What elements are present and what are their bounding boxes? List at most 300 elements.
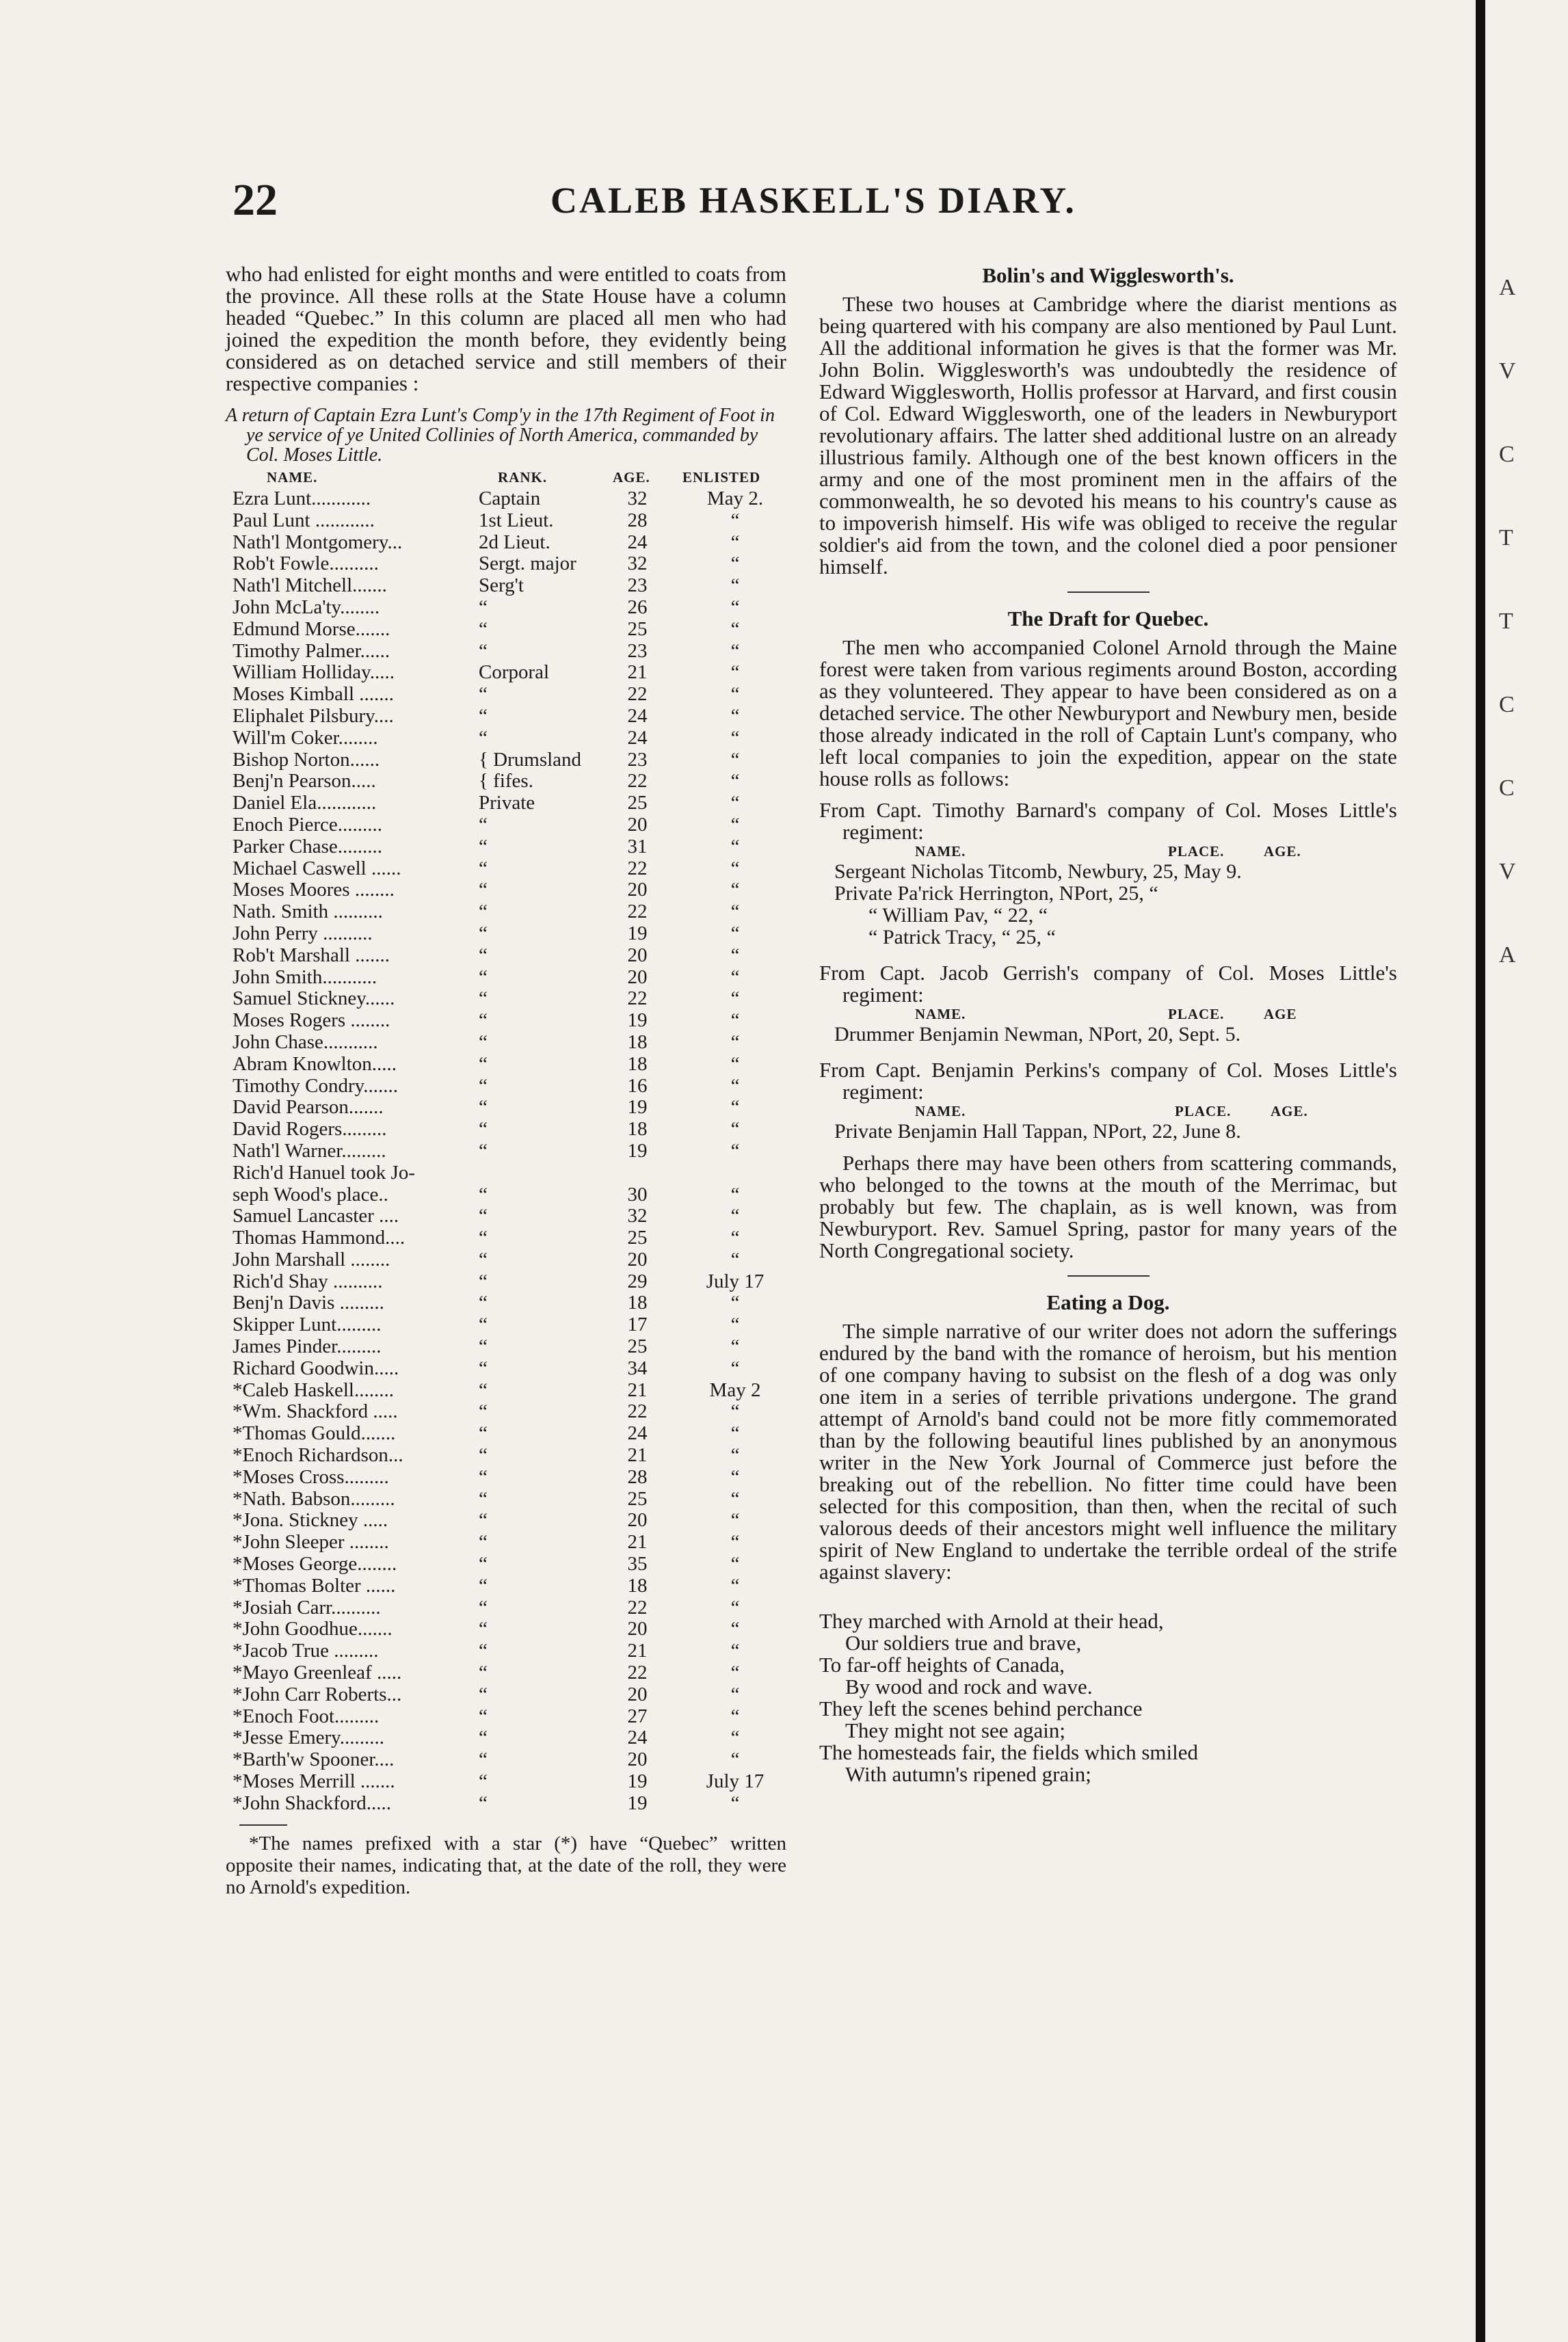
table-row bbox=[226, 1727, 786, 1749]
cell-name: Moses Rogers ........ bbox=[232, 1009, 390, 1032]
cell-enlisted: “ bbox=[730, 770, 740, 793]
cell-enlisted: “ bbox=[730, 1227, 740, 1249]
poem-line: To far-off heights of Canada, bbox=[819, 1653, 1065, 1677]
cell-rank: “ bbox=[479, 1357, 488, 1379]
table-row bbox=[226, 1423, 786, 1445]
table-row bbox=[226, 1554, 786, 1575]
cell-age: 22 bbox=[627, 1596, 648, 1619]
table-row bbox=[226, 1336, 786, 1358]
cell-enlisted: “ bbox=[730, 1030, 740, 1053]
cell-age: 20 bbox=[627, 1618, 648, 1640]
cell-name: Richard Goodwin..... bbox=[232, 1357, 399, 1379]
cell-age: 31 bbox=[627, 835, 648, 857]
cell-age: 25 bbox=[627, 1227, 648, 1249]
cell-rank: “ bbox=[479, 1183, 488, 1206]
cell-age: 19 bbox=[627, 922, 648, 944]
table-row bbox=[226, 1314, 786, 1336]
table-row bbox=[226, 1054, 786, 1076]
cell-age: 22 bbox=[627, 987, 648, 1010]
cell-name: *Thomas Gould....... bbox=[232, 1422, 396, 1445]
cell-age: 20 bbox=[627, 1748, 648, 1771]
edge-letter: A bbox=[1499, 275, 1516, 300]
footnote-rule bbox=[239, 1824, 287, 1826]
cell-rank: Corporal bbox=[479, 661, 550, 684]
header-name: NAME. bbox=[267, 469, 318, 485]
cell-enlisted: “ bbox=[730, 1052, 740, 1075]
cell-age: 21 bbox=[627, 1379, 648, 1401]
cell-enlisted: “ bbox=[730, 813, 740, 836]
list-item: Private Benjamin Hall Tappan, NPort, 22, June 8. bbox=[834, 1120, 1241, 1143]
cell-age: 24 bbox=[627, 1422, 648, 1445]
table-row bbox=[226, 1467, 786, 1489]
cell-enlisted: “ bbox=[730, 1465, 740, 1488]
table-row bbox=[226, 836, 786, 858]
cell-name: Moses Moores ........ bbox=[232, 879, 395, 901]
cell-rank: “ bbox=[479, 1553, 488, 1575]
cell-rank: “ bbox=[479, 1770, 488, 1793]
page-number: 22 bbox=[232, 175, 278, 225]
cell-age: 20 bbox=[627, 879, 648, 901]
header-name: NAME. bbox=[915, 1006, 966, 1022]
cell-age: 24 bbox=[627, 704, 648, 727]
cell-age: 29 bbox=[627, 1270, 648, 1292]
cell-name: Samuel Stickney...... bbox=[232, 987, 395, 1010]
cell-enlisted: “ bbox=[730, 1314, 740, 1336]
cell-enlisted: “ bbox=[730, 683, 740, 706]
cell-age: 20 bbox=[627, 1683, 648, 1705]
cell-rank: 2d Lieut. bbox=[479, 531, 550, 553]
section-divider bbox=[1067, 1275, 1150, 1277]
cell-age: 22 bbox=[627, 1662, 648, 1684]
cell-name: *Moses Merrill ....... bbox=[232, 1770, 395, 1793]
cell-enlisted: “ bbox=[730, 1727, 740, 1749]
cell-age: 21 bbox=[627, 1531, 648, 1554]
cell-age: 20 bbox=[627, 1509, 648, 1532]
cell-name: *Enoch Richardson... bbox=[232, 1444, 403, 1467]
cell-enlisted: “ bbox=[730, 1705, 740, 1727]
cell-enlisted: “ bbox=[730, 553, 740, 575]
company-title: From Capt. Timothy Barnard's company of Col. Moses Little's regiment: bbox=[819, 798, 1397, 844]
table-row bbox=[226, 749, 786, 771]
cell-rank: Private bbox=[479, 792, 535, 814]
cell-age: 34 bbox=[627, 1357, 648, 1379]
cell-name: Edmund Morse....... bbox=[232, 617, 390, 640]
section-body: The simple narrative of our writer does not adorn the sufferings endured by the band with the romance of heroism, but his mention of one company having to subsist on the flesh of a dog was only one item in a series of terrible privations undergone. The grand attempt of Arnold's band could not be more fitly commemorated than by the following beautiful lines published by an anonymous writer in the New York Journal of Commerce just before the breaking out of the rebellion. No fitter time could have been selected for this composition, than then, when the recital of such valorous deeds of their ancestors might well influence the military spirit of New England to undertake the terrible ordeal of the strife against slavery: bbox=[819, 1319, 1397, 1584]
header-rank: RANK. bbox=[498, 469, 548, 485]
cell-name: John Chase........... bbox=[232, 1030, 378, 1053]
cell-age: 24 bbox=[627, 1727, 648, 1749]
cell-enlisted: “ bbox=[730, 857, 740, 879]
cell-name: Thomas Hammond.... bbox=[232, 1227, 406, 1249]
cell-rank: “ bbox=[479, 922, 488, 944]
cell-age: 16 bbox=[627, 1074, 648, 1097]
cell-enlisted: “ bbox=[730, 639, 740, 662]
cell-name: Abram Knowlton..... bbox=[232, 1052, 397, 1075]
header-place: PLACE. bbox=[1168, 843, 1225, 860]
cell-rank: Serg't bbox=[479, 574, 524, 597]
cell-enlisted: “ bbox=[730, 1357, 740, 1379]
cell-rank: “ bbox=[479, 1379, 488, 1401]
cell-enlisted: “ bbox=[730, 661, 740, 684]
cell-rank: “ bbox=[479, 966, 488, 988]
cell-rank: “ bbox=[479, 1596, 488, 1619]
cell-name: Eliphalet Pilsbury.... bbox=[232, 704, 394, 727]
cell-rank: Sergt. major bbox=[479, 553, 576, 575]
company-title: From Capt. Jacob Gerrish's company of Col. Moses Little's regiment: bbox=[819, 961, 1397, 1007]
cell-name: *John Sleeper ........ bbox=[232, 1531, 389, 1554]
cell-age: 23 bbox=[627, 574, 648, 597]
cell-name: Samuel Lancaster .... bbox=[232, 1205, 399, 1227]
header-age: AGE. bbox=[613, 469, 650, 485]
cell-name: *Jesse Emery......... bbox=[232, 1727, 385, 1749]
table-row bbox=[226, 1227, 786, 1249]
list-item: Private Pa'rick Herrington, NPort, 25, “ bbox=[834, 882, 1158, 905]
edge-letter: V bbox=[1499, 859, 1516, 884]
header-place: PLACE. bbox=[1175, 1103, 1232, 1119]
cell-rank: “ bbox=[479, 1683, 488, 1705]
table-row bbox=[226, 532, 786, 554]
table-row bbox=[226, 1619, 786, 1640]
cell-name: *Jona. Stickney ..... bbox=[232, 1509, 388, 1532]
cell-age: 21 bbox=[627, 1444, 648, 1467]
header-name: NAME. bbox=[915, 843, 966, 860]
cell-rank: “ bbox=[479, 1009, 488, 1032]
cell-name: Benj'n Pearson..... bbox=[232, 770, 376, 793]
table-row bbox=[226, 575, 786, 597]
cell-rank: “ bbox=[479, 1792, 488, 1814]
section-heading: Eating a Dog. bbox=[1046, 1290, 1170, 1314]
cell-age: 21 bbox=[627, 1640, 648, 1662]
cell-age: 18 bbox=[627, 1052, 648, 1075]
cell-enlisted: “ bbox=[730, 1596, 740, 1619]
cell-rank: “ bbox=[479, 835, 488, 857]
cell-enlisted: “ bbox=[730, 1509, 740, 1532]
cell-enlisted: “ bbox=[730, 1640, 740, 1662]
cell-age: 18 bbox=[627, 1292, 648, 1314]
cell-age: 35 bbox=[627, 1553, 648, 1575]
cell-name: *Moses Cross......... bbox=[232, 1465, 389, 1488]
table-row bbox=[226, 1793, 786, 1815]
section-heading: The Draft for Quebec. bbox=[1007, 607, 1209, 630]
cell-age: 21 bbox=[627, 661, 648, 684]
mini-table-header bbox=[819, 1103, 1397, 1121]
poem-line: Our soldiers true and brave, bbox=[845, 1631, 1082, 1655]
table-row bbox=[226, 1510, 786, 1532]
cell-enlisted: “ bbox=[730, 596, 740, 618]
cell-name: *Thomas Bolter ...... bbox=[232, 1574, 396, 1597]
cell-age: 24 bbox=[627, 726, 648, 749]
list-item: Sergeant Nicholas Titcomb, Newbury, 25, May 9. bbox=[834, 860, 1242, 883]
list-item: Drummer Benjamin Newman, NPort, 20, Sept. 5. bbox=[834, 1023, 1241, 1046]
cell-enlisted: “ bbox=[730, 901, 740, 923]
cell-name: William Holliday..... bbox=[232, 661, 395, 684]
cell-age: 23 bbox=[627, 639, 648, 662]
edge-letter: C bbox=[1499, 442, 1515, 467]
cell-name: Bishop Norton...... bbox=[232, 748, 380, 771]
header-age: AGE. bbox=[1271, 1103, 1308, 1119]
cell-enlisted: “ bbox=[730, 1531, 740, 1554]
cell-enlisted: “ bbox=[730, 987, 740, 1010]
cell-enlisted: “ bbox=[730, 879, 740, 901]
cell-enlisted: “ bbox=[730, 966, 740, 988]
table-row bbox=[226, 879, 786, 901]
cell-age: 25 bbox=[627, 1335, 648, 1358]
cell-rank: “ bbox=[479, 726, 488, 749]
table-row bbox=[226, 510, 786, 532]
cell-rank: “ bbox=[479, 1052, 488, 1075]
table-row bbox=[226, 1706, 786, 1728]
table-row bbox=[226, 1097, 786, 1119]
cell-name: Nath'l Montgomery... bbox=[232, 531, 403, 553]
cell-age: 24 bbox=[627, 531, 648, 553]
cell-enlisted: “ bbox=[730, 1248, 740, 1270]
cell-age: 18 bbox=[627, 1030, 648, 1053]
table-row bbox=[226, 488, 786, 510]
table-row bbox=[226, 597, 786, 619]
cell-age: 28 bbox=[627, 1465, 648, 1488]
cell-age: 19 bbox=[627, 1009, 648, 1032]
table-row bbox=[226, 1292, 786, 1314]
cell-age: 22 bbox=[627, 901, 648, 923]
cell-name: *Moses George........ bbox=[232, 1553, 397, 1575]
cell-name: James Pinder......... bbox=[232, 1335, 382, 1358]
cell-name: Skipper Lunt......... bbox=[232, 1314, 382, 1336]
cell-name: Parker Chase......... bbox=[232, 835, 383, 857]
cell-name: *John Goodhue....... bbox=[232, 1618, 393, 1640]
cell-enlisted: “ bbox=[730, 1009, 740, 1032]
table-row bbox=[226, 1771, 786, 1793]
cell-age: 25 bbox=[627, 617, 648, 640]
cell-age: 32 bbox=[627, 1205, 648, 1227]
cell-age: 30 bbox=[627, 1183, 648, 1206]
cell-age: 20 bbox=[627, 1248, 648, 1270]
cell-name: seph Wood's place.. bbox=[232, 1183, 388, 1206]
table-row bbox=[226, 1640, 786, 1662]
cell-enlisted: “ bbox=[730, 748, 740, 771]
cell-age: 20 bbox=[627, 944, 648, 966]
cell-enlisted: May 2. bbox=[706, 488, 764, 509]
cell-name: *John Shackford..... bbox=[232, 1792, 391, 1814]
cell-name: Timothy Condry....... bbox=[232, 1074, 398, 1097]
cell-rank: “ bbox=[479, 1662, 488, 1684]
cell-enlisted: “ bbox=[730, 1553, 740, 1575]
cell-rank: “ bbox=[479, 1314, 488, 1336]
cell-name: Timothy Palmer...... bbox=[232, 639, 390, 662]
cell-rank: Captain bbox=[479, 488, 541, 509]
cell-age: 22 bbox=[627, 683, 648, 706]
cell-name: Rob't Marshall ....... bbox=[232, 944, 390, 966]
cell-enlisted: “ bbox=[730, 1574, 740, 1597]
cell-rank: “ bbox=[479, 1205, 488, 1227]
cell-rank: “ bbox=[479, 596, 488, 618]
cell-name: Will'm Coker........ bbox=[232, 726, 378, 749]
cell-rank: “ bbox=[479, 813, 488, 836]
header-name: NAME. bbox=[915, 1103, 966, 1119]
table-row bbox=[226, 1162, 786, 1184]
table-row bbox=[226, 1401, 786, 1423]
cell-rank: “ bbox=[479, 1139, 488, 1162]
cell-enlisted: “ bbox=[730, 1205, 740, 1227]
header-age: AGE. bbox=[1264, 843, 1301, 860]
cell-name: John Marshall ........ bbox=[232, 1248, 390, 1270]
cell-enlisted: “ bbox=[730, 1487, 740, 1510]
cell-rank: “ bbox=[479, 1618, 488, 1640]
cell-enlisted: “ bbox=[730, 617, 740, 640]
cell-enlisted: “ bbox=[730, 726, 740, 749]
cell-rank: “ bbox=[479, 1335, 488, 1358]
cell-enlisted: “ bbox=[730, 1074, 740, 1097]
cell-age: 26 bbox=[627, 596, 648, 618]
header-age: AGE bbox=[1264, 1006, 1297, 1022]
cell-rank: “ bbox=[479, 1292, 488, 1314]
cell-name: *Jacob True ......... bbox=[232, 1640, 379, 1662]
table-row bbox=[226, 1532, 786, 1554]
table-row bbox=[226, 1489, 786, 1511]
table-row bbox=[226, 1749, 786, 1771]
cell-enlisted: “ bbox=[730, 1118, 740, 1141]
section-body: Perhaps there may have been others from scattering commands, who belonged to the towns at the mouth of the Merrimac, but probably but few. The chaplain, as is well known, was from Newburyport. Rev. Samuel Spring, pastor for many years of the North Congregational society. bbox=[819, 1151, 1397, 1262]
cell-rank: “ bbox=[479, 1096, 488, 1119]
cell-name: Daniel Ela............ bbox=[232, 792, 377, 814]
table-row bbox=[226, 619, 786, 641]
header-place: PLACE. bbox=[1168, 1006, 1225, 1022]
cell-rank: “ bbox=[479, 683, 488, 706]
cell-rank: “ bbox=[479, 1400, 488, 1423]
cell-rank: “ bbox=[479, 1531, 488, 1554]
cell-name: *John Carr Roberts... bbox=[232, 1683, 402, 1705]
cell-enlisted: “ bbox=[730, 1183, 740, 1206]
table-row bbox=[226, 1575, 786, 1597]
cell-rank: “ bbox=[479, 879, 488, 901]
cell-name: *Mayo Greenleaf ..... bbox=[232, 1662, 402, 1684]
cell-enlisted: “ bbox=[730, 1422, 740, 1445]
cell-enlisted: “ bbox=[730, 574, 740, 597]
table-row bbox=[226, 901, 786, 923]
cell-age: 20 bbox=[627, 813, 648, 836]
cell-name: Nath'l Mitchell....... bbox=[232, 574, 387, 597]
table-row bbox=[226, 923, 786, 945]
table-row bbox=[226, 1662, 786, 1684]
table-row bbox=[226, 662, 786, 684]
cell-rank: “ bbox=[479, 1705, 488, 1727]
cell-age: 17 bbox=[627, 1314, 648, 1336]
cell-enlisted: “ bbox=[730, 1096, 740, 1119]
cell-enlisted: “ bbox=[730, 1683, 740, 1705]
cell-name: Paul Lunt ............ bbox=[232, 509, 375, 531]
table-row bbox=[226, 1119, 786, 1141]
table-row bbox=[226, 1358, 786, 1380]
table-row bbox=[226, 858, 786, 880]
edge-letter: C bbox=[1499, 692, 1515, 717]
edge-letter: V bbox=[1499, 358, 1516, 384]
cell-age: 27 bbox=[627, 1705, 648, 1727]
edge-letter: T bbox=[1499, 525, 1513, 550]
cell-rank: “ bbox=[479, 1030, 488, 1053]
section-body: These two houses at Cambridge where the diarist mentions as being quartered with his company are also mentioned by Paul Lunt. All the additional information he gives is that the former was Mr. John Bolin. Wigglesworth's was undoubtedly the residence of Edward Wigglesworth, Hollis professor at Harvard, and first cousin of Col. Edward Wigglesworth, one of the leaders in Newburyport revolutionary affairs. The latter shed additional lustre on an already illustrious family. Although one of the best known officers in the army and one of the most prominent men in the affairs of the commonwealth, he so devoted his means to his country's cause as to impoverish himself. His wife was obliged to receive the regular soldier's aid from the town, and the colonel died a poor pensioner himself. bbox=[819, 292, 1397, 578]
mini-table-header bbox=[819, 1006, 1397, 1024]
cell-enlisted: “ bbox=[730, 509, 740, 531]
cell-rank: “ bbox=[479, 1465, 488, 1488]
table-row bbox=[226, 814, 786, 836]
table-row bbox=[226, 967, 786, 989]
cell-rank: “ bbox=[479, 944, 488, 966]
cell-age: 32 bbox=[627, 488, 648, 509]
table-row bbox=[226, 1010, 786, 1032]
cell-rank: 1st Lieut. bbox=[479, 509, 554, 531]
cell-enlisted: “ bbox=[730, 1335, 740, 1358]
table-row bbox=[226, 641, 786, 663]
cell-name: *Barth'w Spooner.... bbox=[232, 1748, 395, 1771]
cell-rank: “ bbox=[479, 617, 488, 640]
cell-enlisted: “ bbox=[730, 1292, 740, 1314]
roll-table-header bbox=[226, 469, 786, 488]
cell-name: John McLa'ty........ bbox=[232, 596, 380, 618]
cell-name: Rich'd Shay .......... bbox=[232, 1270, 383, 1292]
table-row bbox=[226, 793, 786, 814]
table-row bbox=[226, 988, 786, 1010]
table-row bbox=[226, 945, 786, 967]
roll-caption: A return of Captain Ezra Lunt's Comp'y in the 17th Regiment of Foot in ye service of ye United Collinies of North America, commanded by Col. Moses Little. bbox=[226, 405, 775, 466]
list-item: “ Patrick Tracy, “ 25, “ bbox=[868, 926, 1056, 948]
cell-rank: “ bbox=[479, 1422, 488, 1445]
cell-name: Nath. Smith .......... bbox=[232, 901, 383, 923]
cell-rank: “ bbox=[479, 987, 488, 1010]
cell-age: 25 bbox=[627, 792, 648, 814]
table-row bbox=[226, 1684, 786, 1706]
table-row bbox=[226, 1141, 786, 1162]
cell-name: Michael Caswell ...... bbox=[232, 857, 401, 879]
table-row bbox=[226, 1249, 786, 1271]
edge-letter: T bbox=[1499, 609, 1513, 634]
poem bbox=[819, 1610, 1397, 1785]
cell-name: *Nath. Babson......... bbox=[232, 1487, 395, 1510]
cell-rank: “ bbox=[479, 1509, 488, 1532]
cell-name: John Smith........... bbox=[232, 966, 377, 988]
cell-rank: { fifes. bbox=[479, 770, 533, 793]
table-row bbox=[226, 706, 786, 728]
cell-name: Nath'l Warner......... bbox=[232, 1139, 386, 1162]
table-row bbox=[226, 1184, 786, 1206]
cell-rank: “ bbox=[479, 1727, 488, 1749]
table-row bbox=[226, 553, 786, 575]
cell-age: 19 bbox=[627, 1096, 648, 1119]
cell-name: Moses Kimball ....... bbox=[232, 683, 395, 706]
cell-enlisted: “ bbox=[730, 1444, 740, 1467]
cell-name: John Perry .......... bbox=[232, 922, 373, 944]
page-gutter-edge bbox=[1476, 0, 1485, 2342]
cell-enlisted: July 17 bbox=[706, 1270, 765, 1292]
cell-enlisted: “ bbox=[730, 835, 740, 857]
cell-age: 22 bbox=[627, 1400, 648, 1423]
cell-enlisted: “ bbox=[730, 792, 740, 814]
cell-age: 19 bbox=[627, 1139, 648, 1162]
cell-name: Rich'd Hanuel took Jo- bbox=[232, 1161, 415, 1184]
cell-name: Enoch Pierce......... bbox=[232, 813, 383, 836]
cell-age: 28 bbox=[627, 509, 648, 531]
company-title: From Capt. Benjamin Perkins's company of Col. Moses Little's regiment: bbox=[819, 1058, 1397, 1104]
cell-enlisted: “ bbox=[730, 1618, 740, 1640]
cell-age: 18 bbox=[627, 1118, 648, 1141]
table-row bbox=[226, 1380, 786, 1402]
section-heading: Bolin's and Wigglesworth's. bbox=[982, 263, 1234, 287]
cell-rank: “ bbox=[479, 1227, 488, 1249]
table-row bbox=[226, 771, 786, 793]
poem-line: They might not see again; bbox=[845, 1718, 1065, 1742]
cell-age: 25 bbox=[627, 1487, 648, 1510]
cell-age: 20 bbox=[627, 966, 648, 988]
cell-age: 22 bbox=[627, 857, 648, 879]
right-column bbox=[819, 263, 1397, 1785]
